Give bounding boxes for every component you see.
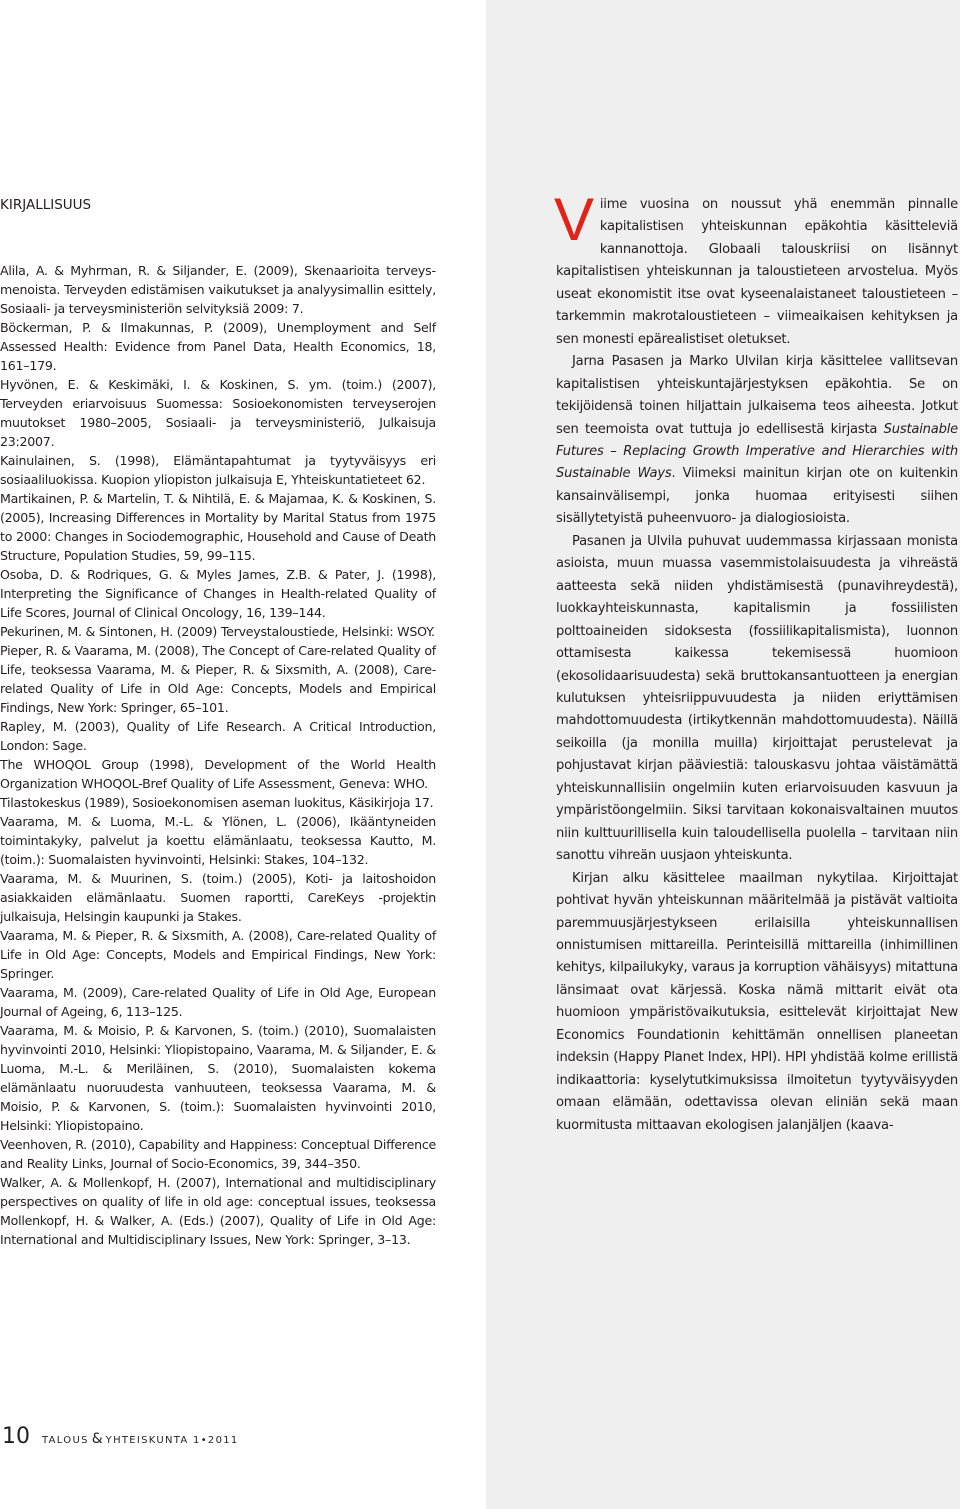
article-paragraph-2 — [556, 351, 958, 531]
review-article — [554, 186, 958, 1137]
drop-cap: V — [554, 186, 594, 253]
reference-item: Hyvönen, E. & Keskimäki, I. & Koskinen, S. ym. (toim.) (2007), Terveyden eriarvoisuus Suomessa: Sosioekonomisten terveyserojen muutokset 1980–2005, Sosiaali- ja terveysministeriö, Julkaisuja 23:2007. — [0, 377, 436, 449]
book-title: Sustainable Futures – Replacing Growth Imperative and Hierarchies with Sustainable Ways — [556, 421, 958, 482]
reference-item: Pekurinen, M. & Sintonen, H. (2009) Terveystaloustiede, Helsinki: WSOY. — [0, 624, 435, 639]
article-paragraph-4: Kirjan alku käsittelee maailman nykytilaa. Kirjoittajat pohtivat hyvän yhteiskunnan määritelmää ja pistävät valtioita paremmuusjärjestykseen erilaisilla yhteiskunnallisen onnistumisen mittareilla. Perinteisillä mittareilla (inhimillinen kehitys, kilpailukyky, varaus ja korruption vähäisyys) mitattuna länsimaat ovat kärjessä. Koska nämä mittarit eivät ota huomioon ympäristövaikutuksia, esittelevät kirjoittajat New Economics Foundationin kehittämän onnellisen planeetan indeksin (Happy Planet Index, HPI). HPI yhdistää kolme erillistä indikaattoria: kyselytutkimuksissa ilmoitetun tyytyväisyyden omaan elämään, odettavissa olevan eliniän sekä maan kuormitusta mittaavan ekologisen jalanjäljen (kaava- — [556, 870, 958, 1133]
reference-item: Vaarama, M. (2009), Care-related Quality of Life in Old Age, European Journal of Ageing, 6, 113–125. — [0, 985, 436, 1019]
reference-item: Kainulainen, S. (1998), Elämäntapahtumat ja tyytyväisyys eri sosiaaliluokissa. Kuopion yliopiston julkaisuja E, Yhteiskuntatieteet 62. — [0, 453, 436, 487]
magazine-ampersand: & — [91, 1431, 103, 1447]
reference-item: Martikainen, P. & Martelin, T. & Nihtilä, E. & Majamaa, K. & Koskinen, S. (2005), Increasing Differences in Mortality by Marital Status from 1975 to 2000: Changes in Sociodemographic, Household and Cause of Death Structure, Population Studies, 59, 99–115. — [0, 491, 436, 563]
reference-item: The WHOQOL Group (1998), Development of the World Health Organization WHOQOL-Bref Quality of Life Assessment, Geneva: WHO. — [0, 757, 436, 791]
page-number: 10 — [2, 1424, 30, 1449]
magazine-title-part: TALOUS — [42, 1435, 89, 1446]
paragraph-text: . Viimeksi mainitun kirjan ote on kuitenkin kansainvälisempi, jonka huomaa erityisesti siihen sisällytetyistä puheenvuoro- ja dialogiosioista. — [556, 466, 958, 527]
reference-item: Vaarama, M. & Luoma, M.-L. & Ylönen, L. (2006), Ikääntyneiden toimintakyky, palvelut ja koettu elämänlaatu, teoksessa Kautto, M. (toim.): Suomalaisten hyvinvointi, Helsinki: Stakes, 104–132. — [0, 814, 436, 867]
page-footer — [2, 1424, 239, 1454]
reference-item: Vaarama, M. & Pieper, R. & Sixsmith, A. (2008), Care-related Quality of Life in Old Age: Concepts, Models and Empirical Findings, New York: Springer. — [0, 928, 436, 981]
reference-item: Veenhoven, R. (2010), Capability and Happiness: Conceptual Difference and Reality Links, Journal of Socio-Economics, 39, 344–350. — [0, 1137, 436, 1171]
references-list — [0, 261, 436, 1249]
magazine-issue: YHTEISKUNTA 1•2011 — [105, 1435, 239, 1446]
magazine-name — [42, 1431, 239, 1447]
reference-item: Alila, A. & Myhrman, R. & Siljander, E. (2009), Skenaarioita terveysmenoista. Terveyden edistämisen vaikutukset ja analyysimallin esittely, Sosiaali- ja terveysministeriön selvityksiä 2009: 7. — [0, 263, 436, 316]
references-heading: KIRJALLISUUS — [0, 197, 92, 213]
reference-item: Pieper, R. & Vaarama, M. (2008), The Concept of Care-related Quality of Life, teoksessa Vaarama, M. & Pieper, R. & Sixsmith, A. (2008), Care-related Quality of Life in Old Age: Concepts, Models and Empirical Findings, New York: Springer, 65–101. — [0, 643, 436, 715]
references-column — [0, 196, 436, 1249]
reference-item: Vaarama, M. & Moisio, P. & Karvonen, S. (toim.) (2010), Suomalaisten hyvinvointi 2010, Helsinki: Yliopistopaino, Vaarama, M. & Siljander, E. & Luoma, M.-L. & Meriläinen, S. (2010), Suomalaisten kokema elämänlaatu nuoruudesta vanhuuteen, teoksessa Vaarama, M. & Moisio, P. & Karvonen, S. (toim.): Suomalaisten hyvinvointi 2010, Helsinki: Yliopistopaino. — [0, 1023, 436, 1133]
reference-item: Böckerman, P. & Ilmakunnas, P. (2009), Unemployment and Self Assessed Health: Evidence from Panel Data, Health Economics, 18, 161–179. — [0, 320, 436, 373]
reference-item: Osoba, D. & Rodriques, G. & Myles James, Z.B. & Pater, J. (1998), Interpreting the Significance of Changes in Health-related Quality of Life Scores, Journal of Clinical Oncology, 16, 139–144. — [0, 567, 436, 620]
reference-item: Vaarama, M. & Muurinen, S. (toim.) (2005), Koti- ja laitoshoidon asiakkaiden elämänlaatu. Suomen raportti, CareKeys -projektin julkaisuja, Helsingin kaupunki ja Stakes. — [0, 871, 436, 924]
reference-item: Rapley, M. (2003), Quality of Life Research. A Critical Introduction, London: Sage. — [0, 719, 436, 753]
article-paragraph-1 — [554, 186, 958, 351]
article-paragraph-3: Pasanen ja Ulvila puhuvat uudemmassa kirjassaan monista asioista, muun muassa vasemmistolaisuudesta ja vihreästä aatteesta sekä niiden yhdistämisestä (punavihreydestä), luokkayhteiskunnasta, kapitalismin ja fossiilisten polttoaineiden sidoksesta (fossiilikapitalismista), luonnon ottamisesta kaikessa tekemisessä huomioon (ekosolidaarisuudesta) sekä bruttokansantuotteen ja energian kulutuksen yhteisriippuvuudesta ja niiden eriyttämisen mahdottomuudesta (irtikytkennän mahdottomuudesta). Näillä seikoilla (ja monilla muilla) kirjoittajat perustelevat ja pohjustavat kirjan pääviestiä: talouskasvu johtaa väistämättä yhteiskunnallisiin ongelmiin kuten eriarvoisuuden kasvuun ja ympäristöongelmiin. Siksi tarvitaan kokonaisvaltainen muutos niin kulttuurillisella kuin taloudellisella puolella – tarvitaan niin sanottu vihreän uusjaon yhteiskunta. — [556, 533, 958, 864]
reference-item: Walker, A. & Mollenkopf, H. (2007), International and multidisciplinary perspectives on quality of life in old age: conceptual issues, teoksessa Mollenkopf, H. & Walker, A. (Eds.) (2007), Quality of Life in Old Age: International and Multidisciplinary Issues, New York: Springer, 3–13. — [0, 1175, 436, 1247]
paragraph-text: iime vuosina on noussut yhä enemmän pinnalle kapitalistisen yhteiskunnan epäkohtia käsitteleviä kannanottoja. Globaali talouskriisi on lisännyt kapitalistisen yhteiskunnan ja taloustieteen arvostelua. Myös useat ekonomistit itse ovat kyseenalaistaneet taloustieteen – tarkemmin makrotaloustieteen – viimeaikaisen kehityksen ja sen monesti epärealistiset oletukset. — [556, 197, 958, 347]
paragraph-text: Jarna Pasasen ja Marko Ulvilan kirja käsittelee vallitsevan kapitalistisen yhteiskuntajärjestyksen epäkohtia. Se on tekijöidensä toinen hiljattain julkaisema teos aiheesta. Jotkut sen teemoista ovat tuttuja jo edellisestä kirjasta — [556, 354, 958, 437]
reference-item: Tilastokeskus (1989), Sosioekonomisen aseman luokitus, Käsikirjoja 17. — [0, 795, 434, 810]
